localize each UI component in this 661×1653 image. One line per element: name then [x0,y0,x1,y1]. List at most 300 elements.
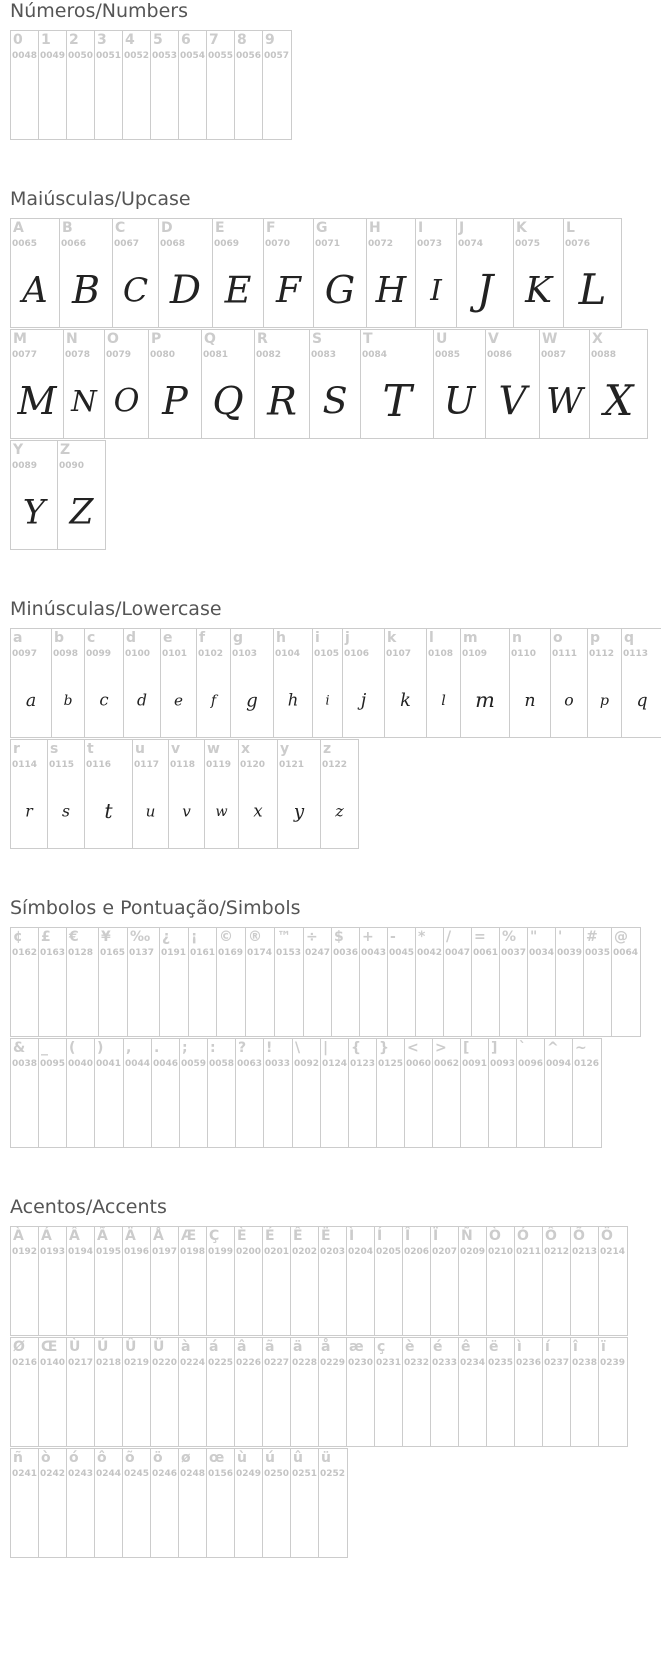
character-code: 0112 [589,649,615,659]
character-label: z [323,741,332,757]
glyph-cell [486,1226,515,1336]
character-code: 0073 [417,239,443,249]
glyph-sample [551,673,587,727]
character-label: & [13,1040,26,1056]
character-code: 0220 [152,1358,178,1368]
glyph-cell [94,1337,123,1447]
glyph-cell [151,1038,180,1148]
character-code: 0239 [600,1358,626,1368]
character-label: Ì [349,1228,355,1244]
glyph-cell [201,329,255,439]
character-code: 0114 [12,760,38,770]
character-label: ¥ [101,929,111,945]
character-label: r [13,741,20,757]
character-label: | [323,1040,329,1056]
character-code: 0078 [65,350,91,360]
character-code: 0066 [61,239,87,249]
glyph-sample [564,263,621,317]
character-code: 0229 [320,1358,346,1368]
glyph-sample [427,673,460,727]
character-code: 0106 [344,649,370,659]
glyph-cell [234,1226,263,1336]
character-code: 0194 [68,1247,94,1257]
glyph-row [10,329,647,440]
glyph-sample-text: J [476,266,494,314]
character-label: P [151,331,162,347]
glyph-cell [486,1337,515,1447]
character-label: + [362,929,374,945]
glyph-cell [583,927,612,1037]
character-label: [ [463,1040,470,1056]
glyph-sample-text: c [99,690,109,710]
character-label: Ó [517,1228,529,1244]
character-label: j [345,630,350,646]
character-label: p [590,630,601,646]
character-label: / [446,929,452,945]
glyph-cell [168,739,205,849]
glyph-sample [52,673,84,727]
glyph-sample-text: H [375,270,407,311]
glyph-sample-text: t [104,799,113,824]
character-label: ; [182,1040,188,1056]
character-code: 0245 [124,1469,150,1479]
character-code: 0161 [190,948,216,958]
character-code: 0244 [96,1469,122,1479]
character-label: e [163,630,173,646]
character-label: X [592,331,603,347]
glyph-cell [342,628,385,738]
glyph-sample [278,784,320,838]
character-code: 0118 [170,760,196,770]
glyph-cell [499,927,528,1037]
glyph-cell [206,1448,235,1558]
glyph-cell [415,927,444,1037]
glyph-sample [11,374,63,428]
glyph-cell [587,628,622,738]
character-code: 0236 [516,1358,542,1368]
character-code: 0251 [292,1469,318,1479]
glyph-row [10,30,291,141]
character-label: œ [209,1450,225,1466]
character-code: 0249 [236,1469,262,1479]
character-label: O [107,331,119,347]
glyph-sample-text: h [287,690,299,710]
character-code: 0195 [96,1247,122,1257]
glyph-cell [621,628,661,738]
character-code: 0235 [488,1358,514,1368]
glyph-cell [598,1226,628,1336]
character-label: l [429,630,434,646]
character-label: Ø [13,1339,25,1355]
glyph-cell [514,1226,543,1336]
character-code: 0055 [208,51,234,61]
character-code: 0203 [320,1247,346,1257]
character-code: 0234 [460,1358,486,1368]
character-code: 0037 [501,948,527,958]
glyph-cell [290,1226,319,1336]
character-code: 0083 [311,350,337,360]
glyph-cell [160,628,197,738]
character-label: c [87,630,96,646]
glyph-sample [48,784,84,838]
glyph-cell [122,1226,151,1336]
character-code: 0214 [600,1247,626,1257]
glyph-sample-text: S [322,379,348,423]
glyph-cell [415,218,457,328]
character-code: 0102 [198,649,224,659]
character-code: 0113 [623,649,649,659]
character-code: 0198 [180,1247,206,1257]
glyph-cell [274,927,304,1037]
character-label: ò [41,1450,51,1466]
character-label: # [586,929,598,945]
character-label: Û [125,1339,137,1355]
glyph-sample [486,374,539,428]
character-code: 0238 [572,1358,598,1368]
glyph-sample [434,374,485,428]
character-code: 0047 [445,948,471,958]
character-code: 0105 [314,649,340,659]
character-label: . [154,1040,160,1056]
character-code: 0226 [236,1358,262,1368]
character-code: 0099 [86,649,112,659]
character-code: 0219 [124,1358,150,1368]
character-code: 0120 [240,760,266,770]
glyph-cell [245,927,275,1037]
character-label: Á [41,1228,52,1244]
glyph-sample-text: g [246,690,258,712]
glyph-cell [550,628,588,738]
glyph-sample-text: O [113,383,140,420]
character-code: 0213 [572,1247,598,1257]
character-code: 0101 [162,649,188,659]
glyph-sample-text: D [169,268,202,314]
glyph-cell [10,1337,39,1447]
glyph-sample [588,673,621,727]
character-code: 0111 [552,649,578,659]
character-label: é [433,1339,443,1355]
glyph-cell [555,927,584,1037]
glyph-cell [94,1448,123,1558]
glyph-sample [133,784,168,838]
character-code: 0248 [180,1469,206,1479]
glyph-sample-text: G [324,268,356,312]
character-code: 0123 [350,1059,376,1069]
character-code: 0067 [114,239,140,249]
character-label: B [62,220,73,236]
character-label: Í [377,1228,383,1244]
character-code: 0079 [106,350,132,360]
glyph-cell [66,927,99,1037]
glyph-sample-text: M [17,379,57,423]
character-label: ] [491,1040,498,1056]
character-label: Å [153,1228,164,1244]
character-code: 0053 [152,51,178,61]
character-code: 0247 [305,948,331,958]
glyph-cell [471,927,500,1037]
character-code: 0122 [322,760,348,770]
character-label: å [321,1339,331,1355]
glyph-cell [542,1337,571,1447]
character-label: { [351,1040,361,1056]
character-code: 0077 [12,350,38,360]
character-label: ^ [547,1040,559,1056]
character-label: @ [614,929,628,945]
character-label: n [512,630,522,646]
glyph-cell [488,1038,517,1148]
character-code: 0162 [12,948,38,958]
character-label: 5 [153,32,163,48]
glyph-sample-text: V [498,379,527,425]
glyph-cell [542,1226,571,1336]
glyph-sample-text: v [182,802,191,821]
glyph-sample [113,263,158,317]
character-label: Ã [97,1228,108,1244]
character-code: 0217 [68,1358,94,1368]
character-code: 0072 [368,239,394,249]
character-label: $ [334,929,344,945]
glyph-cell [313,218,367,328]
character-code: 0075 [515,239,541,249]
character-code: 0045 [389,948,415,958]
glyph-cell [158,218,213,328]
glyph-sample-text: T [382,376,412,427]
glyph-sample [58,485,105,539]
glyph-cell [112,218,159,328]
glyph-cell [51,628,85,738]
glyph-sample [457,263,513,317]
glyph-sample [159,263,212,317]
glyph-cell [148,329,202,439]
glyph-cell [196,628,231,738]
character-label: ' [558,929,563,945]
glyph-cell [98,927,128,1037]
character-code: 0174 [247,948,273,958]
character-label: 1 [41,32,51,48]
glyph-cell [273,628,313,738]
character-code: 0233 [432,1358,458,1368]
glyph-cell [10,1226,39,1336]
character-label: ‰ [130,929,151,945]
character-label: 7 [209,32,219,48]
glyph-cell [262,1226,291,1336]
character-code: 0044 [125,1059,151,1069]
character-label: i [315,630,320,646]
character-code: 0048 [12,51,38,61]
character-label: ù [237,1450,247,1466]
character-code: 0082 [256,350,282,360]
character-code: 0057 [264,51,290,61]
glyph-cell [230,628,274,738]
character-label: Ï [433,1228,439,1244]
glyph-row [10,1038,640,1149]
glyph-cell [57,440,106,550]
glyph-sample-text: W [546,381,583,423]
character-code: 0193 [40,1247,66,1257]
character-code: 0207 [432,1247,458,1257]
glyph-cell [234,1448,263,1558]
glyph-sample [367,263,415,317]
character-label: à [181,1339,191,1355]
glyph-cell [262,30,292,140]
character-code: 0231 [376,1358,402,1368]
glyph-sample [202,374,254,428]
character-label: , [126,1040,132,1056]
character-label: 9 [265,32,275,48]
character-code: 0204 [348,1247,374,1257]
glyph-sample [11,485,57,539]
character-code: 0070 [265,239,291,249]
character-code: 0196 [124,1247,150,1257]
character-label: V [488,331,499,347]
character-code: 0169 [218,948,244,958]
glyph-sample-text: K [525,270,552,312]
character-code: 0206 [404,1247,430,1257]
glyph-sample [385,673,426,727]
character-label: o [553,630,563,646]
character-code: 0121 [279,760,305,770]
glyph-cell [150,1226,179,1336]
glyph-grid [10,30,291,141]
character-label: û [293,1450,303,1466]
section-title: Símbolos e Pontuação/Simbols [10,897,301,919]
character-label: d [126,630,137,646]
glyph-sample-text: b [63,692,73,709]
character-code: 0097 [12,649,38,659]
character-code: 0242 [40,1469,66,1479]
character-label: î [573,1339,578,1355]
character-label: C [115,220,126,236]
character-label: Q [204,331,216,347]
character-label: A [13,220,24,236]
character-label: ¡ [191,929,198,945]
character-label: ` [519,1040,526,1056]
character-label: È [237,1228,247,1244]
glyph-cell [539,329,590,439]
character-code: 0252 [320,1469,346,1479]
glyph-cell [235,1038,264,1148]
character-label: è [405,1339,415,1355]
character-code: 0063 [237,1059,263,1069]
character-code: 0107 [386,649,412,659]
glyph-cell [384,628,427,738]
character-code: 0197 [152,1247,178,1257]
glyph-row [10,1448,627,1559]
glyph-cell [38,1337,67,1447]
glyph-cell [513,218,564,328]
character-label: F [266,220,276,236]
glyph-sample [255,374,309,428]
character-label: f [199,630,206,646]
character-code: 0052 [124,51,150,61]
glyph-sample [60,263,112,317]
glyph-cell [516,1038,545,1148]
glyph-sample-text: y [293,801,305,823]
character-code: 0202 [292,1247,318,1257]
character-label: 8 [237,32,247,48]
glyph-cell [318,1226,347,1336]
glyph-cell [589,329,648,439]
character-code: 0153 [276,948,302,958]
glyph-cell [262,1337,291,1447]
glyph-cell [10,329,64,439]
glyph-sample [205,784,238,838]
character-label: = [474,929,486,945]
character-code: 0041 [96,1059,122,1069]
character-code: 0232 [404,1358,430,1368]
glyph-sample [197,673,230,727]
glyph-sample-text: o [564,691,574,710]
character-label: © [219,929,233,945]
glyph-grid [10,1226,627,1559]
character-label: ® [248,929,262,945]
glyph-sample [361,374,433,428]
character-label: ä [293,1339,303,1355]
character-label: Ö [601,1228,613,1244]
glyph-cell [374,1226,403,1336]
character-label: Ô [545,1228,557,1244]
glyph-cell [598,1337,628,1447]
character-code: 0033 [265,1059,291,1069]
character-label: w [207,741,220,757]
glyph-cell [94,1226,123,1336]
character-code: 0090 [59,461,85,471]
glyph-cell [63,329,105,439]
glyph-cell [426,628,461,738]
glyph-cell [402,1226,431,1336]
glyph-cell [366,218,416,328]
character-label: ø [181,1450,191,1466]
character-label: ™ [277,929,291,945]
glyph-cell [570,1226,599,1336]
character-code: 0054 [180,51,206,61]
glyph-cell [10,30,39,140]
glyph-cell [359,927,388,1037]
glyph-sample-text: n [524,691,536,711]
character-label: ú [265,1450,275,1466]
character-label: ë [489,1339,499,1355]
character-label: ï [601,1339,606,1355]
character-label: ) [97,1040,104,1056]
character-code: 0038 [12,1059,38,1069]
character-code: 0092 [294,1059,320,1069]
character-label: T [363,331,373,347]
glyph-cell [206,1226,235,1336]
glyph-sample-text: Y [22,492,46,532]
glyph-cell [309,329,361,439]
glyph-cell [104,329,149,439]
glyph-cell [150,1448,179,1558]
glyph-sample [590,374,647,428]
glyph-cell [509,628,551,738]
character-code: 0108 [428,649,454,659]
glyph-cell [433,329,486,439]
character-label: W [542,331,558,347]
character-code: 0089 [12,461,38,471]
glyph-cell [527,927,556,1037]
character-label: " [530,929,538,945]
glyph-row [10,1226,627,1337]
glyph-cell [204,739,239,849]
character-code: 0036 [333,948,359,958]
glyph-cell [238,739,278,849]
character-code: 0200 [236,1247,262,1257]
glyph-cell [290,1337,319,1447]
character-code: 0074 [458,239,484,249]
character-code: 0040 [68,1059,94,1069]
glyph-cell [66,1226,95,1336]
glyph-sample [461,673,509,727]
